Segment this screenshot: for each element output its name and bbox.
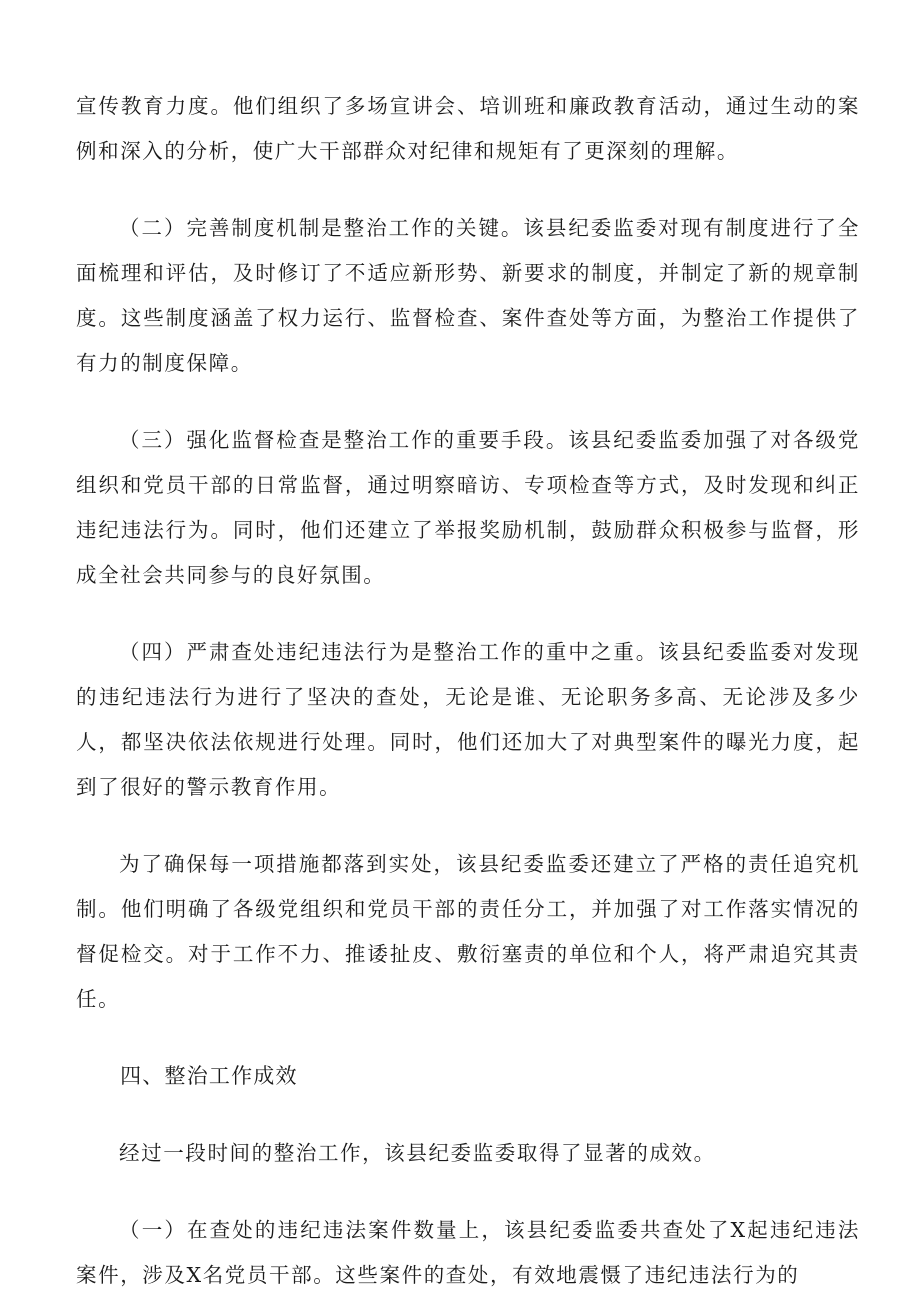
paragraph-continuation: 宣传教育力度。他们组织了多场宣讲会、培训班和廉政教育活动，通过生动的案例和深入的分析，使广大干部群众对纪律和规矩有了更深刻的理解。 xyxy=(76,94,860,163)
paragraph-improve-system: （二）完善制度机制是整治工作的关键。该县纪委监委对现有制度进行了全面梳理和评估，及时修订了不适应新形势、新要求的制度，并制定了新的规章制度。这些制度涵盖了权力运行、监督检查、案件查处等方面，为整治工作提供了有力的制度保障。 xyxy=(76,216,860,375)
paragraph-investigate-violations: （四）严肃查处违纪违法行为是整治工作的重中之重。该县纪委监委对发现的违纪违法行为进行了坚决的查处，无论是谁、无论职务多高、无论涉及多少人，都坚决依法依规进行处理。同时，他们还加大了对典型案件的曝光力度，起到了很好的警示教育作用。 xyxy=(76,640,860,799)
paragraph-accountability: 为了确保每一项措施都落到实处，该县纪委监委还建立了严格的责任追究机制。他们明确了各级党组织和党员干部的责任分工，并加强了对工作落实情况的督促检交。对于工作不力、推诿扯皮、敷衍塞责的单位和个人，将严肃追究其责任。 xyxy=(76,852,860,1011)
paragraph-case-count: （一）在查处的违纪违法案件数量上，该县纪委监委共查处了X起违纪违法案件，涉及X名党员干部。这些案件的查处，有效地震慑了违纪违法行为的 xyxy=(76,1218,860,1287)
section-heading: 四、整治工作成效 xyxy=(120,1064,298,1088)
paragraph-results-intro: 经过一段时间的整治工作，该县纪委监委取得了显著的成效。 xyxy=(119,1141,716,1165)
paragraph-strengthen-supervision: （三）强化监督检查是整治工作的重要手段。该县纪委监委加强了对各级党组织和党员干部的日常监督，通过明察暗访、专项检查等方式，及时发现和纠正违纪违法行为。同时，他们还建立了举报奖励机制，鼓励群众积极参与监督，形成全社会共同参与的良好氛围。 xyxy=(76,428,860,587)
